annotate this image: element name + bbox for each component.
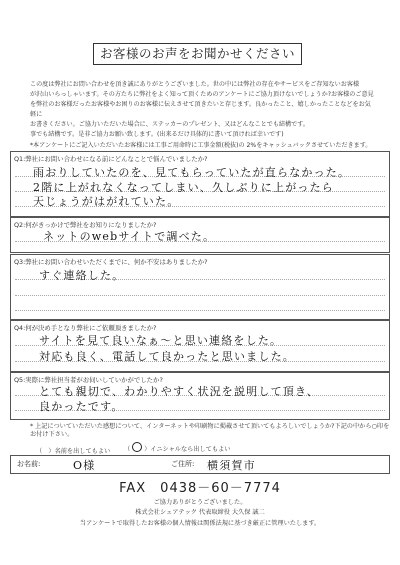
intro-line: 事でも結構です。是非ご協力お願い致します。(出来るだけ具体的に書いて頂ければ幸いです) bbox=[30, 131, 284, 139]
privacy-text: 当アンケートで取得したお客様の個人情報は関係法規に基づき厳正に管理いたします。 bbox=[79, 520, 321, 527]
question-q2 bbox=[10, 217, 390, 253]
question-label: Q4:何が決め手となり弊社にご依頼頂きましたか? bbox=[14, 324, 157, 332]
question-label: Q5:実際に弊社担当者がお伺いしていかがでしたか? bbox=[14, 376, 163, 384]
question-q4 bbox=[10, 320, 390, 372]
selected-circle-icon bbox=[132, 442, 142, 452]
page-title: お客様のお声をお聞かせください bbox=[93, 43, 302, 65]
question-label: Q3:弊社にお問い合わせいただくまでに、何か不安はありましたか? bbox=[14, 258, 208, 266]
handwritten-answer: 天じょうがはがれていた。 bbox=[33, 195, 180, 208]
intro-line: を弊社のお客様だったお客様やお困りのお客様に伝えさせて頂きたいと存じます。良かったこと、嬉しかったことなどをお気軽に bbox=[30, 101, 371, 119]
question-q1 bbox=[10, 151, 390, 217]
question-label: Q2:何がきっかけで弊社をお知りになりましたか? bbox=[14, 221, 157, 229]
handwritten-answer: すぐ連絡した。 bbox=[39, 269, 125, 282]
name-address-row bbox=[10, 455, 390, 474]
handwritten-answer: ネットのwebサイトで調べた。 bbox=[43, 230, 216, 243]
name-value: O様 bbox=[73, 459, 96, 472]
intro-line: が沢山いらっしゃいます。その方たちに弊社をよく知って頂くためのアンケートにご協力頂けないでしょうか?お客様のご意見 bbox=[30, 91, 374, 99]
fax-number: FAX 0438－60－7774 bbox=[119, 481, 281, 496]
thanks-text: ご協力ありがとうございました。 bbox=[153, 499, 247, 506]
consent-option-1[interactable]: （ ）名前を出してもよい bbox=[36, 448, 111, 455]
consent-option-2[interactable]: （ ）イニシャルなら出してもよい bbox=[124, 436, 230, 455]
consent-note: * 上記についていただいた感想について、インターネットや印刷物に掲載させて頂いてもよろしいでしょうか?下記の中から○印を bbox=[30, 423, 390, 430]
handwritten-answer: 雨おりしていたのを、見てもらっていたが直らなかった。 bbox=[33, 166, 351, 179]
handwritten-answer: 良かったです。 bbox=[39, 400, 124, 413]
intro-line: お書きください。ご協力いただいた場合に、ステッカーのプレゼント、又はどんなことでも結構です。 bbox=[30, 121, 309, 129]
consent-note-2: お付け下さい。 bbox=[30, 431, 74, 438]
handwritten-answer: 対応も良く、電話して良かったと思いました。 bbox=[39, 350, 295, 363]
handwritten-answer: とても親切で、わかりやすく状況を説明して頂き、 bbox=[39, 385, 319, 398]
address-label: ご住所: bbox=[171, 460, 195, 468]
question-q3 bbox=[10, 254, 390, 320]
address-value: 横須賀市 bbox=[207, 459, 256, 472]
question-q5 bbox=[10, 372, 390, 420]
intro-text bbox=[30, 80, 375, 151]
intro-line: この度は弊社にお問い合わせを頂き誠にありがとうございました。世の中には弊社の存在やサービスをご存知ないお客様 bbox=[30, 81, 360, 88]
handwritten-answer: 2階に上がれなくなってしまい、久しぶりに上がったら bbox=[33, 181, 334, 194]
handwritten-answer: サイトを見て良いなぁ～と思い連絡をした。 bbox=[39, 334, 283, 347]
name-label: お名前: bbox=[17, 460, 41, 468]
question-label: Q1:弊社にお問い合わせになる前にどんなことで悩んでいましたか? bbox=[14, 155, 208, 163]
intro-line: *本アンケートにご記入いただいたお客様には工事ご用命時に工事金額(税抜)の 2%をキャッシュバックさせていただきます。 bbox=[30, 141, 372, 149]
company-text: 株式会社シェアテック 代表取締役 大久保 誠二 bbox=[135, 509, 265, 516]
